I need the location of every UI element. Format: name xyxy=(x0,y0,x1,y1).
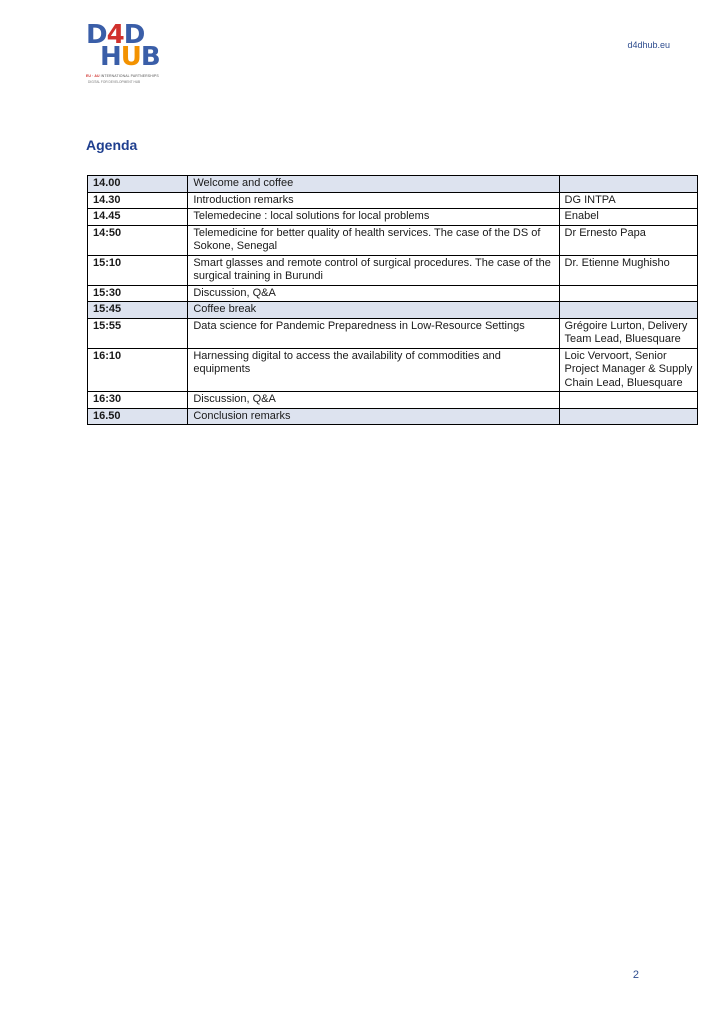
agenda-speaker-cell: Enabel xyxy=(559,209,697,226)
agenda-time-cell: 14.30 xyxy=(88,192,188,209)
agenda-description-cell: Smart glasses and remote control of surgical procedures. The case of the surgical training in Burundi xyxy=(188,255,559,285)
logo-tagline: EU · AU INTERNATIONAL PARTNERSHIPS xyxy=(86,74,159,78)
agenda-row xyxy=(88,255,698,285)
agenda-speaker-cell xyxy=(559,176,697,193)
d4dhub-logo xyxy=(86,22,158,86)
agenda-speaker-cell: Loic Vervoort, Senior Project Manager & Supply Chain Lead, Bluesquare xyxy=(559,348,697,392)
site-url[interactable]: d4dhub.eu xyxy=(627,40,670,50)
agenda-time-cell: 15:10 xyxy=(88,255,188,285)
agenda-description-cell: Data science for Pandemic Preparedness in Low-Resource Settings xyxy=(188,318,559,348)
agenda-time-cell: 15:30 xyxy=(88,285,188,302)
agenda-speaker-cell xyxy=(559,408,697,425)
agenda-row xyxy=(88,225,698,255)
agenda-description-cell: Coffee break xyxy=(188,302,559,319)
agenda-description-cell: Introduction remarks xyxy=(188,192,559,209)
agenda-row xyxy=(88,176,698,193)
agenda-row xyxy=(88,392,698,409)
agenda-time-cell: 14.00 xyxy=(88,176,188,193)
agenda-description-cell: Discussion, Q&A xyxy=(188,285,559,302)
agenda-row xyxy=(88,318,698,348)
logo-tagline-2: DIGITAL FOR DEVELOPMENT HUB xyxy=(88,80,141,84)
agenda-row xyxy=(88,348,698,392)
agenda-speaker-cell xyxy=(559,392,697,409)
agenda-speaker-cell: DG INTPA xyxy=(559,192,697,209)
agenda-time-cell: 15:45 xyxy=(88,302,188,319)
agenda-table-body xyxy=(88,176,698,425)
page-number: 2 xyxy=(632,969,639,981)
agenda-time-cell: 15:55 xyxy=(88,318,188,348)
agenda-row xyxy=(88,302,698,319)
agenda-description-cell: Telemedicine for better quality of health services. The case of the DS of Sokone, Senegal xyxy=(188,225,559,255)
agenda-speaker-cell: Dr. Etienne Mughisho xyxy=(559,255,697,285)
agenda-description-cell: Harnessing digital to access the availability of commodities and equipments xyxy=(188,348,559,392)
agenda-description-cell: Welcome and coffee xyxy=(188,176,559,193)
agenda-time-cell: 16.50 xyxy=(88,408,188,425)
agenda-table xyxy=(87,175,698,425)
agenda-speaker-cell xyxy=(559,285,697,302)
agenda-speaker-cell: Dr Ernesto Papa xyxy=(559,225,697,255)
agenda-row xyxy=(88,192,698,209)
logo-line-2: HUB xyxy=(100,42,160,72)
agenda-description-cell: Conclusion remarks xyxy=(188,408,559,425)
agenda-row xyxy=(88,209,698,226)
agenda-time-cell: 16:30 xyxy=(88,392,188,409)
agenda-speaker-cell xyxy=(559,302,697,319)
agenda-description-cell: Discussion, Q&A xyxy=(188,392,559,409)
agenda-speaker-cell: Grégoire Lurton, Delivery Team Lead, Bluesquare xyxy=(559,318,697,348)
agenda-heading: Agenda xyxy=(86,137,138,153)
agenda-description-cell: Telemedecine : local solutions for local problems xyxy=(188,209,559,226)
agenda-time-cell: 14:50 xyxy=(88,225,188,255)
agenda-time-cell: 16:10 xyxy=(88,348,188,392)
agenda-row xyxy=(88,408,698,425)
agenda-row xyxy=(88,285,698,302)
agenda-time-cell: 14.45 xyxy=(88,209,188,226)
logo-line-1: D4D xyxy=(86,20,145,50)
